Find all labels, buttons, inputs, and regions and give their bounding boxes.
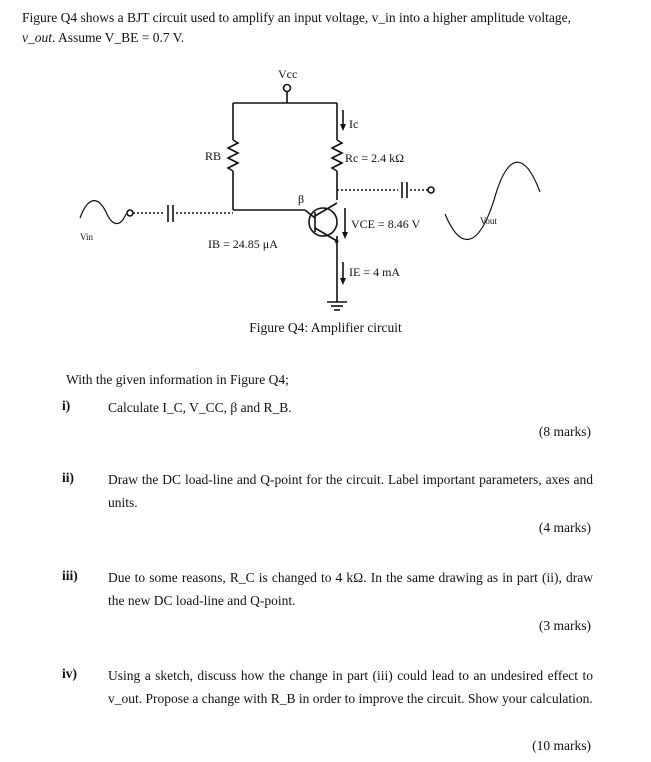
rc-resistor [332,140,342,171]
ib-label: IB = 24.85 μA [208,237,278,251]
output-sine-wave [445,162,540,239]
beta-label: β [298,192,305,206]
rb-resistor [228,140,238,171]
vce-label: VCE = 8.46 V [351,217,421,231]
question-3-marks: (3 marks) [538,618,591,633]
input-terminal [127,210,133,216]
question-1-number: i) [62,398,71,413]
question-1-marks: (8 marks) [538,424,591,439]
question-4-marks: (10 marks) [532,738,591,753]
ic-label: Ic [349,117,359,131]
vout-var: v_out [22,30,52,45]
question-2-text: Draw the DC load-line and Q-point for the circuit. Label important parameters, axes and units. [108,472,593,510]
question-3-number: iii) [62,568,78,583]
question-2-marks: (4 marks) [538,520,591,535]
ground-symbol [327,302,347,310]
ie-label: IE = 4 mA [349,265,401,279]
figure-caption: Figure Q4: Amplifier circuit [249,320,402,335]
vcc-label: Vcc [278,67,298,81]
question-4-text: Using a sketch, discuss how the change in part (iii) could lead to an undesired effect to v_out. Propose a change with R_B in order to improve the circuit. Show your calculation. [108,668,593,706]
vout-label: Vout [480,216,497,226]
vcc-terminal [284,85,291,92]
amplifier-circuit-diagram [0,0,651,340]
intro-line-2-text: . Assume V_BE = 0.7 V. [52,30,185,45]
question-3-text: Due to some reasons, R_C is changed to 4 kΩ. In the same drawing as in part (ii), draw the new DC load-line and Q-point. [108,570,593,608]
intro-line-1: Figure Q4 shows a BJT circuit used to amplify an input voltage, v_in into a higher amplitude voltage, [22,10,572,25]
output-terminal [428,187,434,193]
rc-label: Rc = 2.4 kΩ [345,151,405,165]
question-4-number: iv) [62,666,77,681]
input-sine-wave [80,201,126,224]
given-statement: With the given information in Figure Q4; [66,372,289,387]
question-2-number: ii) [62,470,74,485]
vin-label: Vin [80,232,93,242]
question-1-text: Calculate I_C, V_CC, β and R_B. [108,400,292,415]
rb-label: RB [205,149,222,163]
